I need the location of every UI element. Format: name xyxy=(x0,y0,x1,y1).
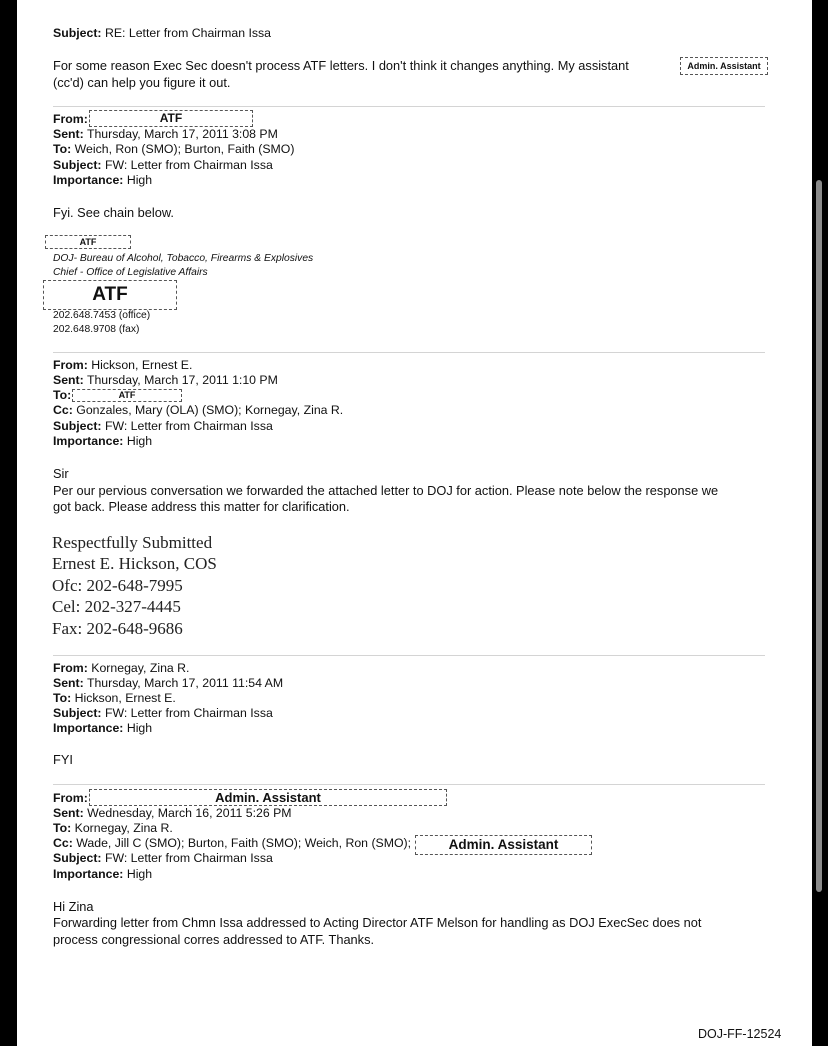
email2-importance-line xyxy=(53,173,152,189)
importance-label: Importance: xyxy=(53,867,124,881)
subject-value: RE: Letter from Chairman Issa xyxy=(104,26,271,40)
subject-label: Subject: xyxy=(53,706,102,720)
redaction-box: ATF xyxy=(72,389,182,402)
sent-value: Thursday, March 17, 2011 11:54 AM xyxy=(86,676,284,690)
redaction-box: ATF xyxy=(89,110,253,127)
email2-from-line xyxy=(53,112,88,128)
email3-signature-ofc: Ofc: 202-648-7995 xyxy=(52,576,183,595)
to-value: Weich, Ron (SMO); Burton, Faith (SMO) xyxy=(74,142,295,156)
signature-phone-office: 202.648.7453 (office) xyxy=(53,310,151,321)
email5-from-line xyxy=(53,791,88,807)
sent-label: Sent: xyxy=(53,676,84,690)
email4-sent-line xyxy=(53,676,283,692)
importance-value: High xyxy=(126,173,153,187)
sent-value: Wednesday, March 16, 2011 5:26 PM xyxy=(87,806,292,820)
redaction-box: ATF xyxy=(43,280,177,310)
email5-body-line2: process congressional corres addressed to ATF. Thanks. xyxy=(53,932,375,947)
cc-value: Wade, Jill C (SMO); Burton, Faith (SMO); Weich, Ron (SMO); xyxy=(76,836,412,850)
to-label: To: xyxy=(53,388,72,402)
email3-from-line xyxy=(53,358,192,374)
sent-label: Sent: xyxy=(53,806,84,820)
subject-label: Subject: xyxy=(53,158,102,172)
importance-value: High xyxy=(126,867,153,881)
importance-label: Importance: xyxy=(53,434,124,448)
to-label: To: xyxy=(53,821,72,835)
email5-cc-line xyxy=(53,836,411,852)
email1-body-line2: (cc'd) can help you figure it out. xyxy=(53,75,231,90)
importance-label: Importance: xyxy=(53,173,124,187)
email5-greeting: Hi Zina xyxy=(53,899,94,914)
subject-label: Subject: xyxy=(53,26,102,40)
from-label: From: xyxy=(53,112,88,126)
importance-value: High xyxy=(126,434,153,448)
sent-value: Thursday, March 17, 2011 3:08 PM xyxy=(86,127,278,141)
to-label: To: xyxy=(53,142,72,156)
to-value: Kornegay, Zina R. xyxy=(74,821,173,835)
email2-body: Fyi. See chain below. xyxy=(53,205,174,220)
subject-value: FW: Letter from Chairman Issa xyxy=(104,419,273,433)
signature-org: DOJ- Bureau of Alcohol, Tobacco, Firearms & Explosives xyxy=(53,253,314,264)
divider xyxy=(53,106,765,107)
document-page xyxy=(17,0,812,1046)
from-value: Kornegay, Zina R. xyxy=(91,661,190,675)
redaction-box: Admin. Assistant xyxy=(680,57,768,75)
email5-subject-line xyxy=(53,851,273,867)
subject-label: Subject: xyxy=(53,419,102,433)
email3-sent-line xyxy=(53,373,278,389)
to-value: Hickson, Ernest E. xyxy=(74,691,176,705)
email3-signature-cel: Cel: 202-327-4445 xyxy=(52,597,181,616)
subject-label: Subject: xyxy=(53,851,102,865)
divider xyxy=(53,655,765,656)
email4-to-line xyxy=(53,691,176,707)
email3-subject-line xyxy=(53,419,273,435)
email2-to-line xyxy=(53,142,294,158)
email4-subject-line xyxy=(53,706,273,722)
email3-closing: Respectfully Submitted xyxy=(52,533,213,552)
subject-value: FW: Letter from Chairman Issa xyxy=(104,706,273,720)
importance-value: High xyxy=(126,721,153,735)
email3-importance-line xyxy=(53,434,152,450)
sent-value: Thursday, March 17, 2011 1:10 PM xyxy=(86,373,278,387)
cc-label: Cc: xyxy=(53,836,73,850)
email3-signature-fax: Fax: 202-648-9686 xyxy=(52,619,183,638)
cc-value: Gonzales, Mary (OLA) (SMO); Kornegay, Zina R. xyxy=(76,403,344,417)
email5-body-line1: Forwarding letter from Chmn Issa addressed to Acting Director ATF Melson for handling as DOJ ExecSec does not xyxy=(53,915,702,930)
email4-body: FYI xyxy=(53,752,73,767)
subject-value: FW: Letter from Chairman Issa xyxy=(104,851,273,865)
email3-cc-line xyxy=(53,403,343,419)
email5-to-line xyxy=(53,821,173,837)
email3-body-line1: Per our pervious conversation we forwarded the attached letter to DOJ for action. Please note below the response we xyxy=(53,483,719,498)
from-value: Hickson, Ernest E. xyxy=(91,358,193,372)
sent-label: Sent: xyxy=(53,127,84,141)
subject-value: FW: Letter from Chairman Issa xyxy=(104,158,273,172)
email5-importance-line xyxy=(53,867,152,883)
email2-sent-line xyxy=(53,127,278,143)
email1-subject-line xyxy=(53,26,271,42)
redaction-box: ATF xyxy=(45,235,131,249)
from-label: From: xyxy=(53,358,88,372)
divider xyxy=(53,784,765,785)
email2-subject-line xyxy=(53,158,273,174)
vertical-scrollbar[interactable] xyxy=(816,180,822,892)
divider xyxy=(53,352,765,353)
sent-label: Sent: xyxy=(53,373,84,387)
email3-greeting: Sir xyxy=(53,466,69,481)
email5-sent-line xyxy=(53,806,292,822)
redaction-box: Admin. Assistant xyxy=(89,789,447,806)
cc-label: Cc: xyxy=(53,403,73,417)
redaction-box: Admin. Assistant xyxy=(415,835,592,855)
signature-phone-fax: 202.648.9708 (fax) xyxy=(53,324,140,335)
email1-body-line1: For some reason Exec Sec doesn't process ATF letters. I don't think it changes anything. My assistant xyxy=(53,58,629,73)
from-label: From: xyxy=(53,661,88,675)
to-label: To: xyxy=(53,691,72,705)
from-label: From: xyxy=(53,791,88,805)
bates-number: DOJ-FF-12524 xyxy=(698,1027,782,1041)
importance-label: Importance: xyxy=(53,721,124,735)
email4-importance-line xyxy=(53,721,152,737)
email4-from-line xyxy=(53,661,189,677)
email3-signature-name: Ernest E. Hickson, COS xyxy=(52,554,217,573)
email3-body-line2: got back. Please address this matter for clarification. xyxy=(53,499,350,514)
email3-to-line xyxy=(53,388,71,404)
signature-title: Chief - Office of Legislative Affairs xyxy=(53,267,208,278)
